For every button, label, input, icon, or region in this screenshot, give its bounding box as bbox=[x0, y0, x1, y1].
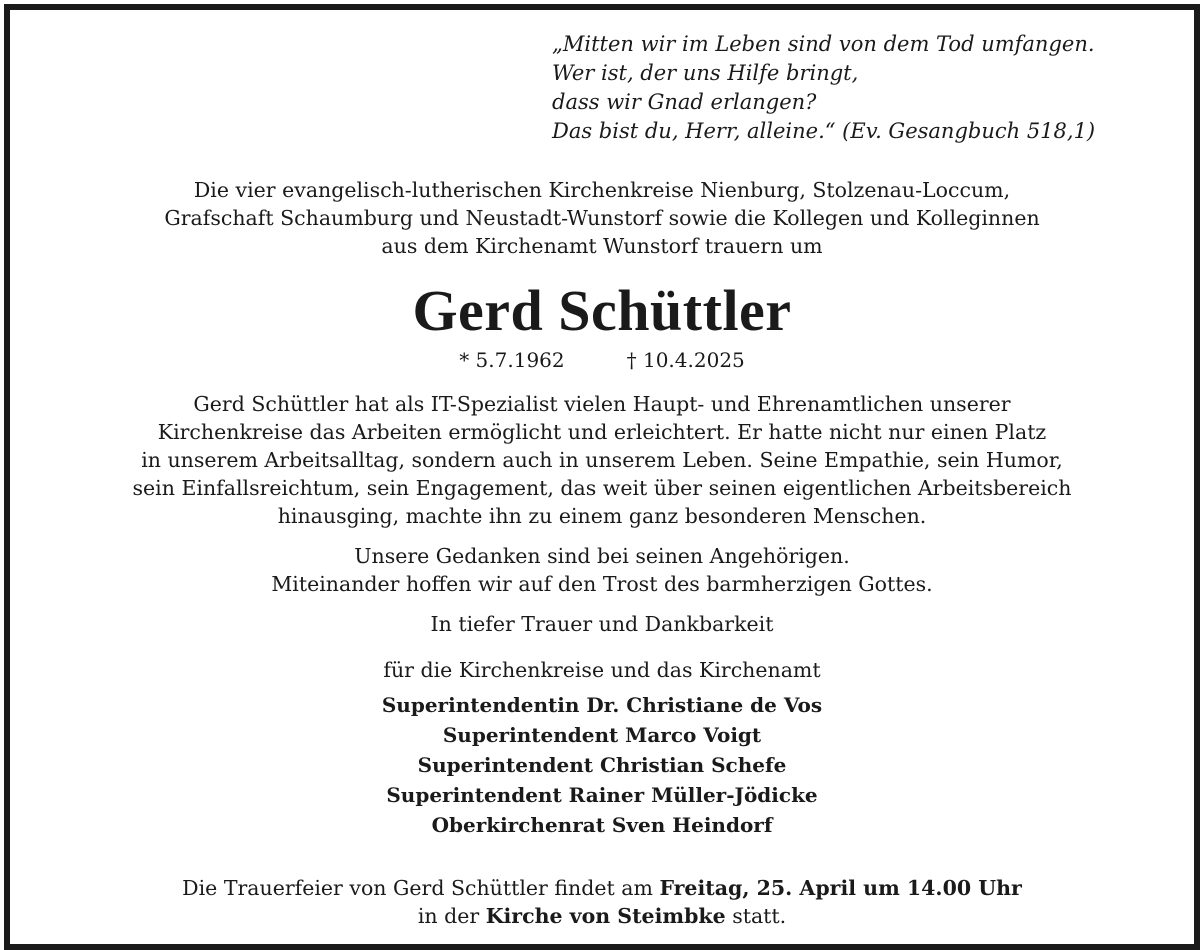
tribute-line: hinausging, machte ihn zu einem ganz besonderen Menschen. bbox=[277, 504, 927, 528]
signer-name: Oberkirchenrat Sven Heindorf bbox=[431, 813, 773, 837]
life-dates bbox=[10, 346, 1194, 374]
closing-phrase: In tiefer Trauer und Dankbarkeit bbox=[430, 612, 774, 636]
service-line-1 bbox=[10, 874, 1194, 902]
tribute-line: sein Einfallsreichtum, sein Engagement, das weit über seinen eigentlichen Arbeitsbereich bbox=[132, 476, 1072, 500]
service-text: in der bbox=[417, 904, 486, 928]
intro-line: Grafschaft Schaumburg und Neustadt-Wunstorf sowie die Kollegen und Kolleginnen bbox=[164, 206, 1040, 230]
quote-line: dass wir Gnad erlangen? bbox=[552, 90, 817, 114]
quote-line: Wer ist, der uns Hilfe bringt, bbox=[552, 61, 859, 85]
signers-list bbox=[10, 690, 1194, 840]
service-date-time: Freitag, 25. April um 14.00 Uhr bbox=[659, 876, 1022, 900]
signer-name: Superintendentin Dr. Christiane de Vos bbox=[381, 693, 823, 717]
deceased-name: Gerd Schüttler bbox=[412, 278, 792, 343]
quote-line: „Mitten wir im Leben sind von dem Tod umfangen. bbox=[552, 32, 1095, 56]
tribute-line: in unserem Arbeitsalltag, sondern auch in unserem Leben. Seine Empathie, sein Humor, bbox=[141, 448, 1063, 472]
quote-line: Das bist du, Herr, alleine.“ (Ev. Gesangbuch 518,1) bbox=[552, 119, 1096, 143]
service-location: Kirche von Steimbke bbox=[485, 904, 726, 928]
birth-date: * 5.7.1962 bbox=[459, 348, 565, 372]
hymn-quote bbox=[552, 30, 1095, 146]
tribute-line: Gerd Schüttler hat als IT-Spezialist vielen Haupt- und Ehrenamtlichen unserer bbox=[193, 392, 1011, 416]
signer-name: Superintendent Christian Schefe bbox=[417, 753, 787, 777]
signer-name: Superintendent Marco Voigt bbox=[442, 723, 762, 747]
intro-line: Die vier evangelisch-lutherischen Kirchenkreise Nienburg, Stolzenau-Loccum, bbox=[193, 178, 1011, 202]
condolence-line: Miteinander hoffen wir auf den Trost des barmherzigen Gottes. bbox=[271, 572, 933, 596]
service-text: statt. bbox=[725, 904, 787, 928]
condolence-text bbox=[10, 542, 1194, 598]
obituary-notice bbox=[4, 4, 1200, 950]
funeral-service-info bbox=[10, 874, 1194, 930]
tribute-text bbox=[10, 390, 1194, 530]
intro-line: aus dem Kirchenamt Wunstorf trauern um bbox=[381, 234, 823, 258]
tribute-line: Kirchenkreise das Arbeiten ermöglicht und erleichtert. Er hatte nicht nur einen Platz bbox=[157, 420, 1047, 444]
condolence-line: Unsere Gedanken sind bei seinen Angehörigen. bbox=[354, 544, 850, 568]
death-date: † 10.4.2025 bbox=[626, 348, 745, 372]
service-line-2 bbox=[10, 902, 1194, 930]
service-text: Die Trauerfeier von Gerd Schüttler findet am bbox=[182, 876, 660, 900]
intro-text bbox=[10, 176, 1194, 260]
on-behalf-line: für die Kirchenkreise und das Kirchenamt bbox=[383, 658, 821, 682]
signer-name: Superintendent Rainer Müller-Jödicke bbox=[386, 783, 818, 807]
